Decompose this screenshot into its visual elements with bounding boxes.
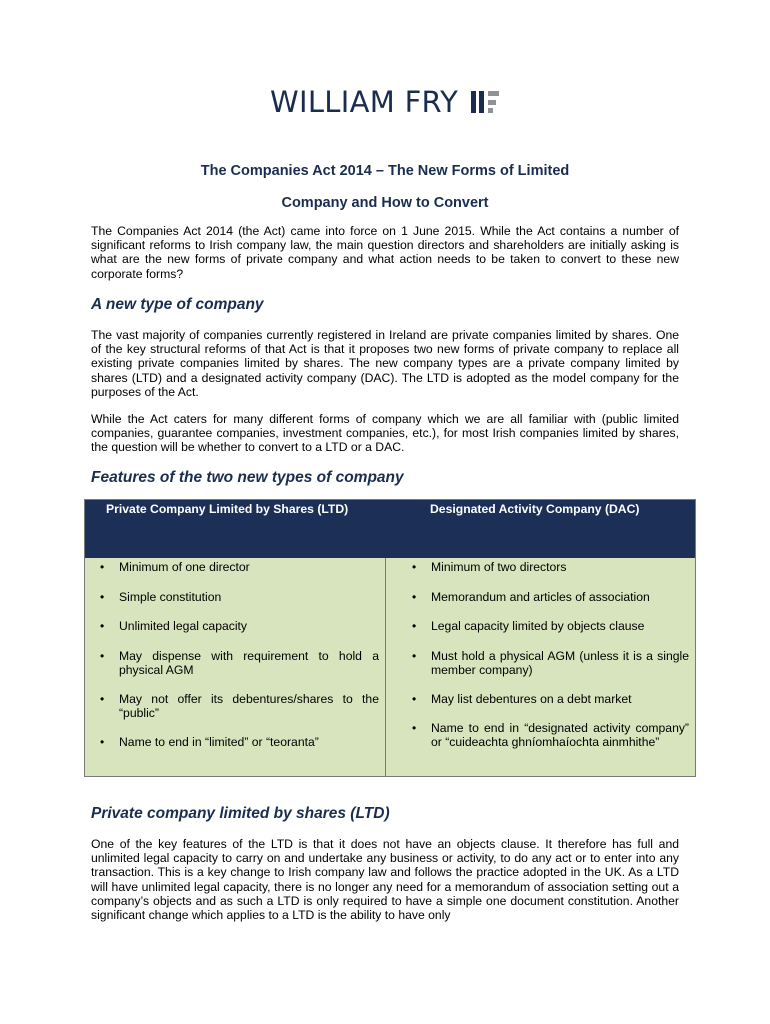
dac-feature-item: • May list debentures on a debt market [412, 692, 632, 706]
table-header-ltd: Private Company Limited by Shares (LTD) [106, 502, 349, 516]
table-header-dac: Designated Activity Company (DAC) [430, 502, 640, 516]
firm-logo [270, 84, 499, 120]
section-heading-ltd: Private company limited by shares (LTD) [91, 805, 390, 822]
logo-wordmark: WILLIAM FRY [270, 85, 459, 119]
bullet-icon: • [412, 590, 417, 604]
document-title-line-2: Company and How to Convert [281, 195, 489, 211]
section-heading-features: Features of the two new types of company [91, 469, 404, 486]
bullet-icon: • [100, 619, 105, 633]
section-heading-new-type: A new type of company [91, 296, 264, 313]
document-title-line-1: The Companies Act 2014 – The New Forms of Limited [200, 163, 570, 179]
bullet-icon: • [100, 560, 105, 574]
bullet-icon: • [100, 735, 105, 749]
bullet-icon: • [412, 619, 417, 633]
table-column-divider [385, 558, 386, 776]
dac-feature-item: • Legal capacity limited by objects clause [412, 619, 645, 633]
bullet-icon: • [412, 721, 417, 735]
bullet-icon: • [100, 692, 105, 706]
bullet-icon: • [412, 560, 417, 574]
ltd-feature-item: • May not offer its debentures/shares to the “public” [100, 692, 379, 721]
intro-paragraph: The Companies Act 2014 (the Act) came into force on 1 June 2015. While the Act contains a number of significant reforms to Irish company law, the main question directors and shareholders are initially asking is what are the new forms of private company and what action needs to be taken to convert to these new corporate forms? [91, 224, 679, 281]
section1-paragraph-2: While the Act caters for many different forms of company which we are all familiar with (public limited companies, guarantee companies, investment companies, etc.), for most Irish companies limited by shares, the question will be whether to convert to a LTD or a DAC. [91, 412, 679, 455]
ltd-feature-item: • Simple constitution [100, 590, 222, 604]
ltd-feature-item: • Minimum of one director [100, 560, 250, 574]
bullet-icon: • [100, 649, 105, 663]
dac-feature-item: • Minimum of two directors [412, 560, 567, 574]
table-header-row [85, 500, 695, 558]
dac-feature-item: • Memorandum and articles of association [412, 590, 650, 604]
bullet-icon: • [412, 692, 417, 706]
ltd-feature-item: • May dispense with requirement to hold a physical AGM [100, 649, 379, 678]
ltd-feature-item: • Unlimited legal capacity [100, 619, 248, 633]
bullet-icon: • [412, 649, 417, 663]
dac-feature-item: • Must hold a physical AGM (unless it is a single member company) [412, 649, 689, 678]
section3-paragraph-1: One of the key features of the LTD is that it does not have an objects clause. It therefore has full and unlimited legal capacity to carry on and undertake any business or activity, to do any act or to enter into any transaction. This is a key change to Irish company law and follows the practice adopted in the UK. As a LTD will have unlimited legal capacity, there is no longer any need for a memorandum of association setting out a company’s objects and as such a LTD is only required to have a simple one document constitution. Another significant change which applies to a LTD is the ability to have only [91, 837, 679, 923]
logo-mark-icon [471, 89, 499, 115]
ltd-feature-item: • Name to end in “limited” or “teoranta” [100, 735, 319, 749]
section1-paragraph-1: The vast majority of companies currently registered in Ireland are private companies limited by shares. One of the key structural reforms of that Act is that it proposes two new forms of private company to replace all existing private companies limited by shares. The new company types are a private company limited by shares (LTD) and a designated activity company (DAC). The LTD is adopted as the model company for the purposes of the Act. [91, 328, 679, 399]
features-table [84, 499, 696, 777]
bullet-icon: • [100, 590, 105, 604]
dac-feature-item: • Name to end in “designated activity company” or “cuideachta ghníomhaíochta ainmhithe” [412, 721, 689, 750]
